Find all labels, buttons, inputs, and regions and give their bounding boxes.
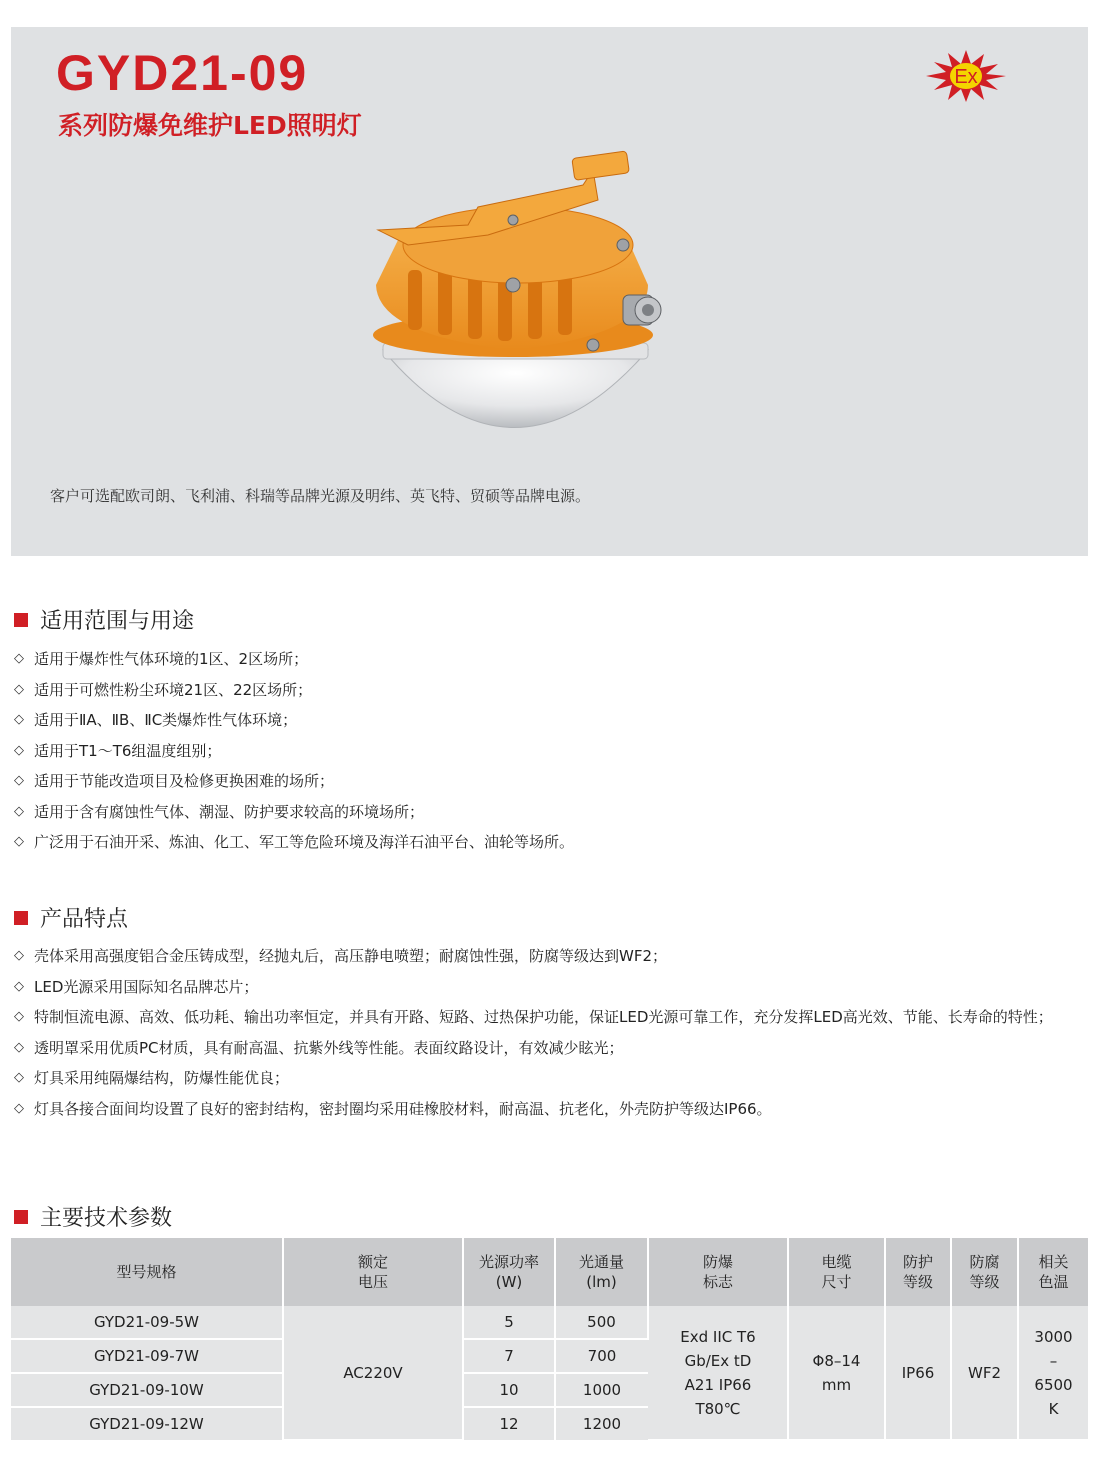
diamond-bullet-icon: ◇ <box>14 1100 24 1116</box>
flux-cell: 700 <box>555 1339 648 1373</box>
list-item: ◇ 适用于T1～T6组温度组别； <box>14 736 574 767</box>
section-title: 适用范围与用途 <box>40 609 195 634</box>
model-cell: GYD21-09-12W <box>11 1407 283 1440</box>
header-cable: 电缆 尺寸 <box>788 1238 885 1306</box>
diamond-bullet-icon: ◇ <box>14 978 24 994</box>
ex-label: Ex <box>954 66 978 88</box>
list-item: ◇ 透明罩采用优质PC材质，具有耐高温、抗紫外线等性能。表面纹路设计，有效减少眩光； <box>14 1033 1084 1064</box>
model-cell: GYD21-09-7W <box>11 1339 283 1373</box>
section-title: 产品特点 <box>40 907 129 932</box>
diamond-bullet-icon: ◇ <box>14 742 24 758</box>
table-header-row <box>11 1238 1088 1306</box>
header-model: 型号规格 <box>11 1238 283 1306</box>
header-ip: 防护 等级 <box>885 1238 951 1306</box>
diamond-bullet-icon: ◇ <box>14 948 24 963</box>
list-item: ◇ 特制恒流电源、高效、低功耗、输出功率恒定，并具有开路、短路、过热保护功能，保证LED光源可靠工作，充分发挥LED高光效、节能、长寿命的特性； <box>14 1002 1084 1033</box>
list-item: ◇ LED光源采用国际知名品牌芯片； <box>14 972 1084 1003</box>
diamond-bullet-icon: ◇ <box>14 1070 24 1085</box>
diamond-bullet-icon: ◇ <box>14 1009 24 1024</box>
flux-cell: 500 <box>555 1306 648 1339</box>
section-applications-header <box>14 604 194 635</box>
ex-explosion-proof-icon <box>926 50 1006 102</box>
product-model-title: GYD21-09 <box>56 45 309 101</box>
model-cell: GYD21-09-5W <box>11 1306 283 1339</box>
flux-cell: 1200 <box>555 1407 648 1440</box>
header-power: 光源功率 (W) <box>463 1238 555 1306</box>
list-item: ◇ 灯具采用纯隔爆结构，防爆性能优良； <box>14 1063 1084 1094</box>
diamond-bullet-icon: ◇ <box>14 681 24 697</box>
list-item: ◇ 适用于可燃性粉尘环境21区、22区场所； <box>14 675 574 706</box>
ex-mark-cell: Exd IIC T6 Gb/Ex tD A21 IP66 T80℃ <box>648 1306 788 1440</box>
cct-cell: 3000 – 6500 K <box>1018 1306 1088 1440</box>
voltage-cell: AC220V <box>283 1306 463 1440</box>
flux-cell: 1000 <box>555 1373 648 1407</box>
list-item: ◇ 灯具各接合面间均设置了良好的密封结构，密封圈均采用硅橡胶材料，耐高温、抗老化，外壳防护等级达IP66。 <box>14 1094 1084 1125</box>
diamond-bullet-icon: ◇ <box>14 803 24 819</box>
features-list <box>14 941 1084 1124</box>
spec-table <box>11 1238 1088 1441</box>
power-cell: 12 <box>463 1407 555 1440</box>
header-ex-mark: 防爆 标志 <box>648 1238 788 1306</box>
header-wf: 防腐 等级 <box>951 1238 1018 1306</box>
list-item: ◇ 壳体采用高强度铝合金压铸成型，经抛丸后，高压静电喷塑；耐腐蚀性强，防腐等级达到WF2； <box>14 941 1084 972</box>
model-cell: GYD21-09-10W <box>11 1373 283 1407</box>
section-specs-header <box>14 1201 172 1232</box>
red-square-icon <box>14 613 28 627</box>
list-item: ◇ 广泛用于石油开采、炼油、化工、军工等危险环境及海洋石油平台、油轮等场所。 <box>14 827 574 858</box>
section-features-header <box>14 902 128 933</box>
list-item: ◇ 适用于爆炸性气体环境的1区、2区场所； <box>14 644 574 675</box>
section-title: 主要技术参数 <box>40 1206 173 1231</box>
diamond-bullet-icon: ◇ <box>14 712 24 727</box>
product-subtitle: 系列防爆免维护LED照明灯 <box>58 111 362 140</box>
red-square-icon <box>14 1210 28 1224</box>
applications-list <box>14 644 574 858</box>
header-flux: 光通量 (lm) <box>555 1238 648 1306</box>
list-item: ◇ 适用于含有腐蚀性气体、潮湿、防护要求较高的环境场所； <box>14 797 574 828</box>
list-item: ◇ 适用于节能改造项目及检修更换困难的场所； <box>14 766 574 797</box>
diamond-bullet-icon: ◇ <box>14 834 24 849</box>
diamond-bullet-icon: ◇ <box>14 773 24 788</box>
diamond-bullet-icon: ◇ <box>14 651 24 666</box>
table-row <box>11 1306 1088 1339</box>
list-item: ◇ 适用于ⅡA、ⅡB、ⅡC类爆炸性气体环境； <box>14 705 574 736</box>
hero-note: 客户可选配欧司朗、飞利浦、科瑞等品牌光源及明纬、英飞特、贸硕等品牌电源。 <box>50 487 591 505</box>
led-lamp-product-image <box>348 145 678 445</box>
header-cct: 相关 色温 <box>1018 1238 1088 1306</box>
power-cell: 7 <box>463 1339 555 1373</box>
header-voltage: 额定 电压 <box>283 1238 463 1306</box>
power-cell: 5 <box>463 1306 555 1339</box>
cable-cell: Φ8–14 mm <box>788 1306 885 1440</box>
power-cell: 10 <box>463 1373 555 1407</box>
red-square-icon <box>14 911 28 925</box>
ip-cell: IP66 <box>885 1306 951 1440</box>
wf-cell: WF2 <box>951 1306 1018 1440</box>
diamond-bullet-icon: ◇ <box>14 1039 24 1055</box>
